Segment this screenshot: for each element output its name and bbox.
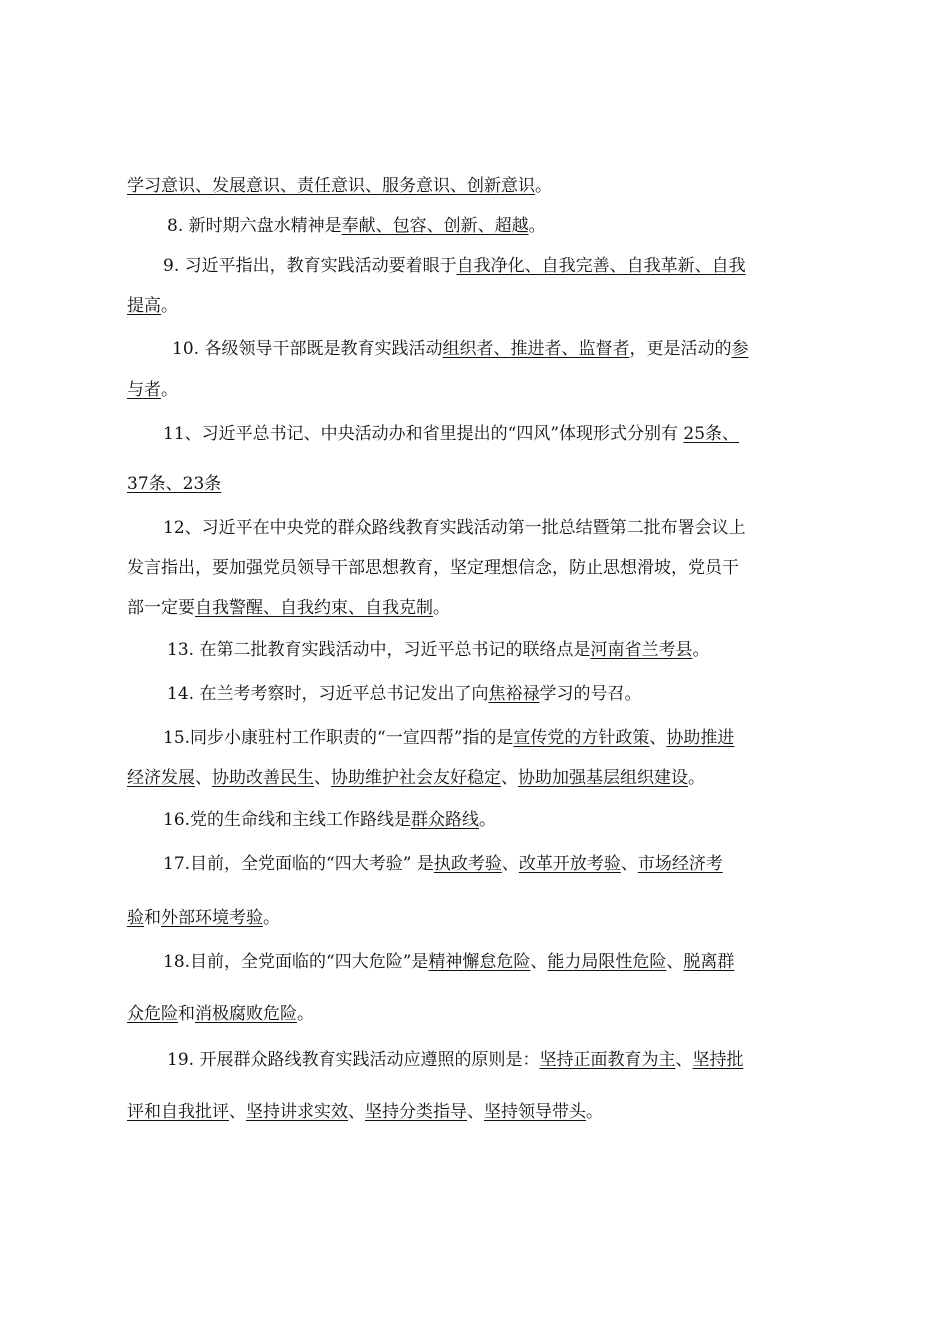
text-line	[127, 294, 178, 318]
text-line	[127, 766, 705, 790]
text-span: 。	[161, 296, 178, 316]
text-line	[163, 516, 746, 540]
text-line	[127, 1002, 314, 1026]
underlined-answer: 自我警醒、自我约束、自我克制	[195, 598, 433, 618]
underlined-answer: 精神懈怠危险	[428, 952, 531, 972]
underlined-answer: 经济发展	[127, 768, 195, 788]
text-span: 、	[666, 952, 684, 972]
underlined-answer: 宣传党的方针政策	[513, 728, 650, 748]
text-span: 、	[195, 768, 212, 788]
text-span: 11、习近平总书记、中央活动办和省里提出的“四风”体现形式分别有	[163, 424, 684, 444]
text-line	[127, 1100, 603, 1124]
text-span: 、	[348, 1102, 365, 1122]
underlined-answer: 25条、	[683, 424, 740, 444]
text-span: 。	[297, 1004, 314, 1024]
underlined-answer: 坚持正面教育为主	[539, 1050, 676, 1070]
underlined-answer: 37条、23条	[127, 474, 222, 494]
text-span: 19. 开展群众路线教育实践活动应遵照的原则是：	[167, 1050, 540, 1070]
text-line	[163, 422, 739, 446]
text-span: 10. 各级领导干部既是教育实践活动	[172, 339, 443, 359]
underlined-answer: 坚持讲求实效	[246, 1102, 348, 1122]
underlined-answer: 坚持领导带头	[484, 1102, 586, 1122]
text-span: 、	[530, 952, 548, 972]
text-span: 。	[688, 768, 705, 788]
underlined-answer: 众危险	[127, 1004, 178, 1024]
text-span: 。	[161, 380, 178, 400]
underlined-answer: 组织者、推进者、监督者	[442, 339, 630, 359]
underlined-answer: 提高	[127, 296, 161, 316]
text-span: 、	[314, 768, 331, 788]
text-span: 、	[501, 768, 518, 788]
text-line	[163, 950, 734, 974]
underlined-answer: 群众路线	[411, 810, 480, 830]
underlined-answer: 评和自我批评	[127, 1102, 229, 1122]
text-span: 发言指出，要加强党员领导干部思想教育，坚定理想信念，防止思想滑坡，党员干	[127, 558, 739, 578]
text-line	[127, 378, 178, 402]
text-span: 。	[263, 908, 280, 928]
text-line	[163, 808, 496, 832]
text-line	[163, 254, 746, 278]
text-span: 13. 在第二批教育实践活动中，习近平总书记的联络点是	[167, 640, 591, 660]
text-span: 。	[535, 176, 552, 196]
text-span: 。	[692, 640, 710, 660]
underlined-answer: 自我净化、自我完善、自我革新、自我	[456, 256, 746, 276]
underlined-answer: 脱离群	[683, 952, 735, 972]
text-span: 部一定要	[127, 598, 195, 618]
underlined-answer: 消极腐败危险	[195, 1004, 297, 1024]
text-span: 8. 新时期六盘水精神是	[167, 216, 342, 236]
underlined-answer: 焦裕禄	[488, 684, 540, 704]
underlined-answer: 河南省兰考县	[590, 640, 693, 660]
text-span: 。	[479, 810, 497, 830]
text-span: 9. 习近平指出，教育实践活动要着眼于	[163, 256, 457, 276]
underlined-answer: 坚持分类指导	[365, 1102, 467, 1122]
underlined-answer: 与者	[127, 380, 161, 400]
text-line	[167, 682, 641, 706]
text-span: 15.同步小康驻村工作职责的“一宣四帮”指的是	[163, 728, 514, 748]
text-span: 17.目前，全党面临的“四大考验” 是	[163, 854, 434, 874]
underlined-answer: 学习意识、发展意识、责任意识、服务意识、创新意识	[127, 176, 535, 196]
underlined-answer: 参	[731, 339, 749, 359]
underlined-answer: 奉献、包容、创新、超越	[341, 216, 529, 236]
underlined-answer: 协助推进	[666, 728, 735, 748]
underlined-answer: 协助改善民生	[212, 768, 314, 788]
underlined-answer: 市场经济考	[637, 854, 723, 874]
text-line	[172, 337, 748, 361]
text-line	[163, 726, 734, 750]
underlined-answer: 能力局限性危险	[547, 952, 667, 972]
text-span: 、	[229, 1102, 246, 1122]
underlined-answer: 协助加强基层组织建设	[518, 768, 688, 788]
underlined-answer: 验	[127, 908, 144, 928]
text-span: 18.目前，全党面临的“四大危险”是	[163, 952, 429, 972]
text-span: 、	[467, 1102, 484, 1122]
text-line	[167, 1048, 743, 1072]
text-span: 。	[586, 1102, 603, 1122]
text-span: 。	[528, 216, 546, 236]
text-span: ，更是活动的	[629, 339, 732, 359]
underlined-answer: 执政考验	[433, 854, 502, 874]
text-span: 12、习近平在中央党的群众路线教育实践活动第一批总结暨第二批布署会议上	[163, 518, 746, 538]
text-span: 、	[501, 854, 519, 874]
underlined-answer: 外部环境考验	[161, 908, 263, 928]
text-span: 14. 在兰考考察时，习近平总书记发出了向	[167, 684, 489, 704]
text-span: 、	[675, 1050, 693, 1070]
underlined-answer: 改革开放考验	[518, 854, 621, 874]
text-span: 、	[620, 854, 638, 874]
text-line	[127, 472, 221, 496]
text-line	[127, 556, 739, 580]
text-span: 16.党的生命线和主线工作路线是	[163, 810, 412, 830]
text-line	[127, 906, 280, 930]
text-span: 和	[144, 908, 161, 928]
text-line	[167, 638, 709, 662]
underlined-answer: 协助维护社会友好稳定	[331, 768, 501, 788]
text-span: 、	[649, 728, 667, 748]
text-line	[167, 214, 546, 238]
text-line	[127, 596, 450, 620]
text-line	[163, 852, 723, 876]
text-line	[127, 174, 552, 198]
text-span: 学习的号召。	[539, 684, 642, 704]
text-span: 和	[178, 1004, 195, 1024]
underlined-answer: 坚持批	[692, 1050, 744, 1070]
text-span: 。	[433, 598, 450, 618]
